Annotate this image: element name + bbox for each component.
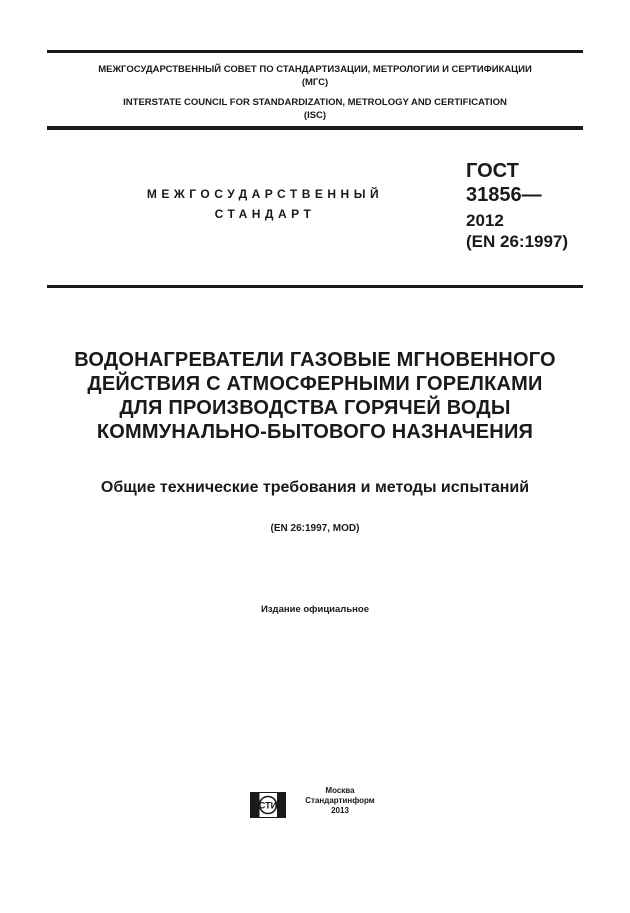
council-en-abbr: (ISC) xyxy=(303,110,327,121)
gost-equivalent: (EN 26:1997) xyxy=(466,232,569,251)
publisher-year: 2013 xyxy=(331,806,349,815)
council-en xyxy=(47,96,583,122)
publisher-city: Москва xyxy=(325,786,355,795)
standard-label-line2: СТАНДАРТ xyxy=(214,207,316,221)
title-line-1: ВОДОНАГРЕВАТЕЛИ ГАЗОВЫЕ МГНОВЕННОГО xyxy=(74,349,556,371)
title-line-3: ДЛЯ ПРОИЗВОДСТВА ГОРЯЧЕЙ ВОДЫ xyxy=(119,397,511,419)
equivalence-note: (EN 26:1997, MOD) xyxy=(270,523,360,534)
title-line-4: КОММУНАЛЬНО-БЫТОВОГО НАЗНАЧЕНИЯ xyxy=(96,421,534,443)
top-rule xyxy=(47,50,583,53)
edition-note: Издание официальное xyxy=(261,604,369,615)
document-subtitle: Общие технические требования и методы испытаний xyxy=(100,479,530,496)
council-en-name: INTERSTATE COUNCIL FOR STANDARDIZATION, METROLOGY AND CERTIFICATION xyxy=(123,97,507,108)
gost-prefix: ГОСТ xyxy=(466,160,519,182)
title-line-2: ДЕЙСТВИЯ С АТМОСФЕРНЫМИ ГОРЕЛКАМИ xyxy=(87,373,543,395)
publisher-logo xyxy=(250,792,286,818)
standard-label xyxy=(120,184,410,224)
council-ru-name: МЕЖГОСУДАРСТВЕННЫЙ СОВЕТ ПО СТАНДАРТИЗАЦИИ, МЕТРОЛОГИИ И СЕРТИФИКАЦИИ xyxy=(98,64,532,75)
council-ru-abbr: (МГС) xyxy=(301,77,329,88)
publisher-logo-text: СТИ xyxy=(258,800,278,811)
document-title xyxy=(30,348,600,444)
gost-number: 31856— xyxy=(466,184,542,206)
standard-label-line1: МЕЖГОСУДАРСТВЕННЫЙ xyxy=(146,187,384,201)
council-ru xyxy=(47,63,583,89)
publisher-info xyxy=(305,786,375,816)
council-rule xyxy=(47,126,583,130)
header-rule xyxy=(47,285,583,288)
publisher-name: Стандартинформ xyxy=(305,796,375,805)
gost-year: 2012 xyxy=(466,211,504,230)
